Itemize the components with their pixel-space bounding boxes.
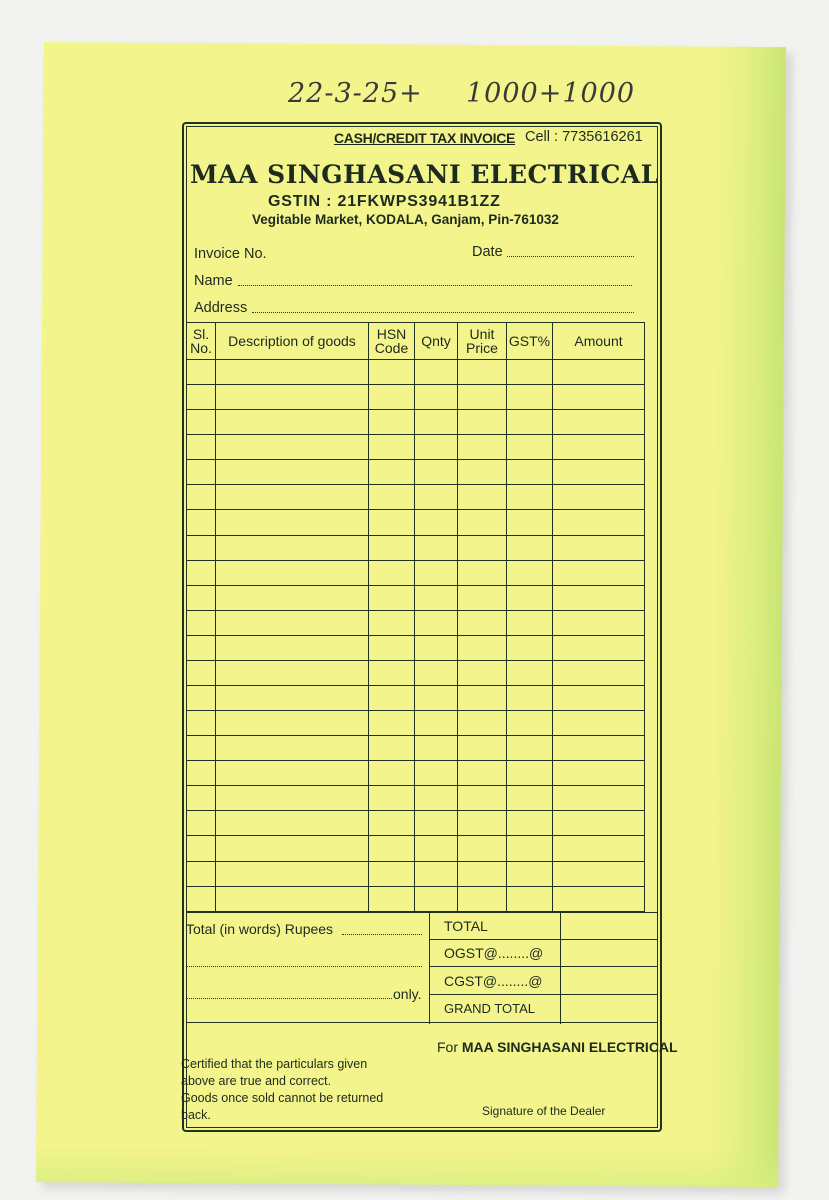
table-cell[interactable] [369,535,415,560]
table-cell[interactable] [553,711,645,736]
table-row [187,485,645,510]
table-cell[interactable] [415,385,458,410]
table-row [187,811,645,836]
table-row [187,385,645,410]
table-cell[interactable] [415,635,458,660]
table-cell[interactable] [553,435,645,460]
table-cell[interactable] [553,861,645,886]
table-cell[interactable] [216,435,369,460]
table-cell[interactable] [458,560,507,585]
certified-line-2: above are true and correct. [181,1074,332,1088]
col-amount: Amount [553,323,645,360]
name-field[interactable] [238,285,632,286]
table-cell[interactable] [458,811,507,836]
table-cell[interactable] [458,460,507,485]
table-cell[interactable] [415,360,458,385]
table-row [187,610,645,635]
table-cell[interactable] [415,410,458,435]
table-cell[interactable] [187,510,216,535]
table-cell[interactable] [458,786,507,811]
table-cell[interactable] [507,886,553,911]
table-cell[interactable] [415,686,458,711]
table-cell[interactable] [458,410,507,435]
table-cell[interactable] [369,711,415,736]
table-cell[interactable] [415,861,458,886]
table-cell[interactable] [216,686,369,711]
table-cell[interactable] [187,635,216,660]
table-cell[interactable] [187,811,216,836]
name-label: Name [194,273,233,289]
table-cell[interactable] [507,435,553,460]
table-cell[interactable] [369,836,415,861]
table-cell[interactable] [553,786,645,811]
table-cell[interactable] [187,660,216,685]
totals-row-divider [429,939,658,940]
table-cell[interactable] [415,435,458,460]
paper-bottom-shade [36,1144,778,1187]
address-field[interactable] [252,312,634,313]
ogst-label: OGST@........@ [444,945,544,961]
table-cell[interactable] [187,535,216,560]
table-cell[interactable] [216,786,369,811]
grand-total-label: GRAND TOTAL [444,1001,536,1016]
table-cell[interactable] [216,510,369,535]
table-row [187,410,645,435]
table-cell[interactable] [369,460,415,485]
table-cell[interactable] [507,736,553,761]
table-cell[interactable] [216,761,369,786]
table-cell[interactable] [458,385,507,410]
table-header-row [187,323,645,360]
table-cell[interactable] [415,535,458,560]
table-cell[interactable] [553,635,645,660]
table-cell[interactable] [553,410,645,435]
table-cell[interactable] [507,610,553,635]
total-label: TOTAL [444,918,488,934]
table-cell[interactable] [458,585,507,610]
table-cell[interactable] [187,485,216,510]
table-cell[interactable] [458,485,507,510]
table-cell[interactable] [369,686,415,711]
table-cell[interactable] [369,510,415,535]
table-cell[interactable] [415,660,458,685]
table-cell[interactable] [458,836,507,861]
table-cell[interactable] [216,485,369,510]
table-cell[interactable] [187,385,216,410]
table-cell[interactable] [553,836,645,861]
table-cell[interactable] [187,585,216,610]
table-cell[interactable] [415,485,458,510]
table-cell[interactable] [187,460,216,485]
gstin: GSTIN : 21FKWPS3941B1ZZ [268,193,501,210]
table-cell[interactable] [507,660,553,685]
table-cell[interactable] [415,761,458,786]
table-cell[interactable] [187,886,216,911]
table-cell[interactable] [507,585,553,610]
date-field[interactable] [507,256,634,257]
table-row [187,861,645,886]
table-cell[interactable] [187,736,216,761]
table-cell[interactable] [369,610,415,635]
table-cell[interactable] [369,811,415,836]
table-row [187,686,645,711]
table-cell[interactable] [553,686,645,711]
table-cell[interactable] [507,761,553,786]
company-name: MAA SINGHASANI ELECTRICAL [190,160,659,189]
table-cell[interactable] [415,736,458,761]
table-row [187,761,645,786]
table-cell[interactable] [415,886,458,911]
table-cell[interactable] [507,836,553,861]
only-label: only. [393,986,422,1002]
table-cell[interactable] [553,736,645,761]
totals-value-divider [560,912,561,1024]
table-cell[interactable] [507,360,553,385]
table-row [187,585,645,610]
goods-return-line-2: back. [181,1108,211,1122]
table-cell[interactable] [507,410,553,435]
invoice-no-label: Invoice No. [194,246,267,262]
table-cell[interactable] [187,410,216,435]
table-cell[interactable] [216,610,369,635]
table-cell[interactable] [216,660,369,685]
table-cell[interactable] [553,535,645,560]
table-cell[interactable] [507,861,553,886]
table-cell[interactable] [458,635,507,660]
table-row [187,886,645,911]
table-cell[interactable] [458,610,507,635]
col-description: Description of goods [216,323,369,360]
table-cell[interactable] [187,686,216,711]
table-cell[interactable] [553,460,645,485]
table-cell[interactable] [187,711,216,736]
table-cell[interactable] [507,535,553,560]
totals-row-divider [429,966,658,967]
table-cell[interactable] [553,585,645,610]
table-cell[interactable] [415,510,458,535]
total-in-words-label: Total (in words) Rupees [186,921,334,937]
table-cell[interactable] [369,585,415,610]
table-cell[interactable] [369,660,415,685]
table-row [187,786,645,811]
table-cell[interactable] [507,510,553,535]
table-cell[interactable] [553,761,645,786]
table-cell[interactable] [369,761,415,786]
table-row [187,535,645,560]
table-cell[interactable] [187,836,216,861]
table-cell[interactable] [216,886,369,911]
table-cell[interactable] [458,686,507,711]
table-cell[interactable] [216,535,369,560]
paper-edge-shade [708,47,786,1187]
col-hsn-code: HSN Code [369,323,415,360]
handwritten-count-note: 1000+1000 [466,78,636,109]
table-cell[interactable] [187,786,216,811]
table-cell[interactable] [369,886,415,911]
table-row [187,510,645,535]
table-cell[interactable] [507,560,553,585]
table-cell[interactable] [369,736,415,761]
for-company: For MAA SINGHASANI ELECTRICAL [437,1039,678,1055]
table-cell[interactable] [216,711,369,736]
table-cell[interactable] [369,861,415,886]
table-cell[interactable] [553,385,645,410]
table-cell[interactable] [216,560,369,585]
goods-table [186,322,645,912]
table-cell[interactable] [507,811,553,836]
table-cell[interactable] [458,660,507,685]
table-cell[interactable] [415,610,458,635]
table-cell[interactable] [369,485,415,510]
table-cell[interactable] [458,736,507,761]
table-cell[interactable] [553,660,645,685]
table-cell[interactable] [369,435,415,460]
table-cell[interactable] [458,761,507,786]
col-qnty: Qnty [415,323,458,360]
table-cell[interactable] [216,585,369,610]
table-cell[interactable] [187,610,216,635]
table-cell[interactable] [187,360,216,385]
table-row [187,460,645,485]
table-cell[interactable] [216,460,369,485]
table-cell[interactable] [458,360,507,385]
table-cell[interactable] [216,635,369,660]
handwritten-date-note: 22-3-25+ [288,78,423,109]
table-row [187,660,645,685]
table-cell[interactable] [553,610,645,635]
table-cell[interactable] [369,360,415,385]
table-cell[interactable] [507,460,553,485]
table-cell[interactable] [507,485,553,510]
table-cell[interactable] [553,811,645,836]
table-cell[interactable] [507,786,553,811]
table-cell[interactable] [553,360,645,385]
table-cell[interactable] [187,560,216,585]
table-cell[interactable] [415,560,458,585]
table-cell[interactable] [415,786,458,811]
table-cell[interactable] [458,861,507,886]
table-row [187,435,645,460]
date-label: Date [472,244,503,260]
table-row [187,836,645,861]
table-cell[interactable] [187,861,216,886]
invoice-type-title: CASH/CREDIT TAX INVOICE [334,130,516,146]
table-cell[interactable] [458,510,507,535]
table-cell[interactable] [369,385,415,410]
totals-row-divider [429,994,658,995]
col-unit-price: Unit Price [458,323,507,360]
cell-number: Cell : 7735616261 [525,129,643,145]
certified-line-1: Certified that the particulars given [181,1057,368,1071]
table-cell[interactable] [458,535,507,560]
table-cell[interactable] [507,686,553,711]
table-cell[interactable] [415,836,458,861]
table-cell[interactable] [507,711,553,736]
table-cell[interactable] [216,736,369,761]
address-label: Address [194,300,248,316]
table-cell[interactable] [458,711,507,736]
table-cell[interactable] [216,385,369,410]
table-cell[interactable] [458,435,507,460]
table-row [187,635,645,660]
table-cell[interactable] [507,635,553,660]
table-row [187,360,645,385]
table-cell[interactable] [553,485,645,510]
total-in-words-field[interactable] [342,934,422,935]
table-row [187,560,645,585]
table-cell[interactable] [216,861,369,886]
table-cell[interactable] [415,585,458,610]
goods-return-line-1: Goods once sold cannot be returned [181,1091,384,1105]
total-in-words-line-3[interactable] [186,998,392,999]
table-cell[interactable] [415,460,458,485]
table-cell[interactable] [415,811,458,836]
col-gst: GST% [507,323,553,360]
cgst-label: CGST@........@ [444,973,543,989]
table-cell[interactable] [216,360,369,385]
company-address: Vegitable Market, KODALA, Ganjam, Pin-761032 [252,212,559,227]
signature-label: Signature of the Dealer [482,1104,606,1118]
table-cell[interactable] [458,886,507,911]
table-cell[interactable] [369,786,415,811]
table-cell[interactable] [507,385,553,410]
table-cell[interactable] [187,435,216,460]
table-cell[interactable] [369,635,415,660]
table-cell[interactable] [553,510,645,535]
table-cell[interactable] [369,560,415,585]
table-cell[interactable] [216,836,369,861]
table-cell[interactable] [415,711,458,736]
table-cell[interactable] [216,410,369,435]
table-cell[interactable] [216,811,369,836]
signature-section-divider [186,1022,658,1023]
col-sl-no: Sl. No. [187,323,216,360]
table-row [187,711,645,736]
table-cell[interactable] [369,410,415,435]
table-cell[interactable] [187,761,216,786]
table-cell[interactable] [553,886,645,911]
table-row [187,736,645,761]
table-cell[interactable] [553,560,645,585]
total-in-words-line-2[interactable] [186,966,422,967]
